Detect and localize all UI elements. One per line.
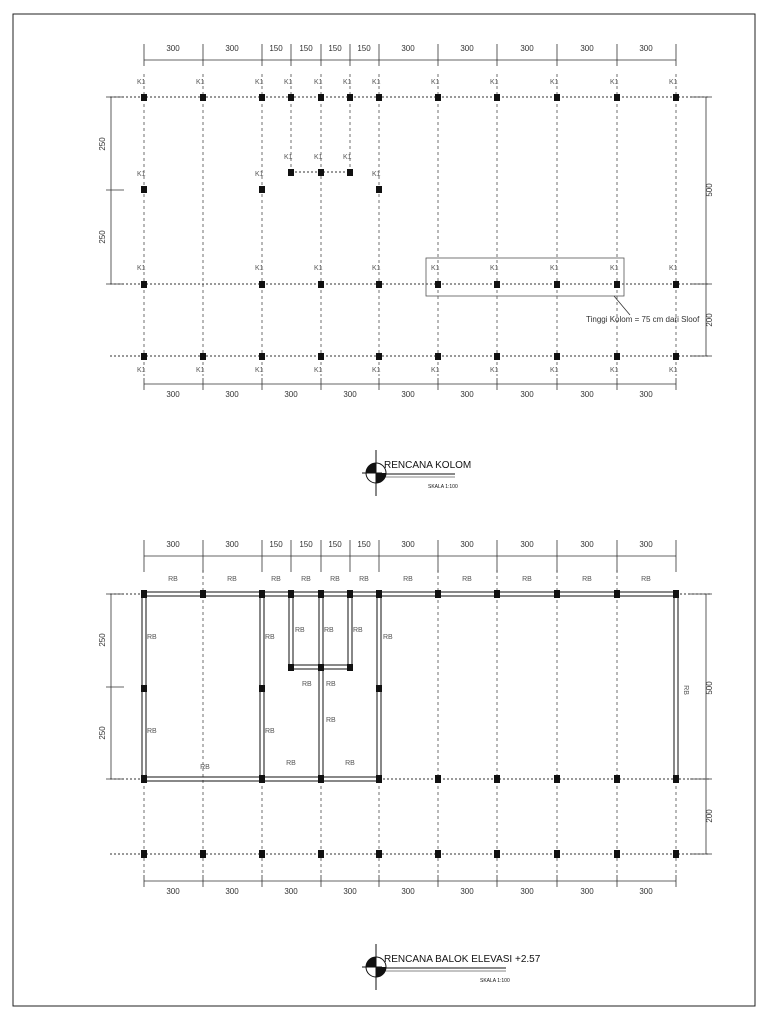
plan-title: RENCANA KOLOM: [384, 460, 472, 471]
dimension-text: 300: [343, 887, 357, 896]
dimension-text: 150: [357, 44, 371, 53]
column-label: K1: [610, 265, 619, 272]
column-label: K1: [284, 154, 293, 161]
column-label: K1: [431, 265, 440, 272]
column-label: K1: [314, 79, 323, 86]
beams: [142, 592, 678, 781]
left-dimension-line: [106, 594, 124, 779]
dimension-text: 150: [299, 540, 313, 549]
dimension-text: 300: [520, 887, 534, 896]
dimension-text: 250: [98, 137, 107, 151]
dimension-text: 300: [580, 44, 594, 53]
dimension-text: 300: [401, 887, 415, 896]
beam-label: RB: [682, 685, 689, 695]
dimension-text: 300: [580, 887, 594, 896]
beam-label: RB: [383, 634, 393, 641]
dimension-text: 150: [328, 44, 342, 53]
column-label: K1: [255, 171, 264, 178]
column-label: K1: [137, 171, 146, 178]
dimension-text: 300: [639, 390, 653, 399]
beam-labels-interior: [147, 627, 689, 771]
dimension-text: 250: [98, 726, 107, 740]
beam-label: RB: [330, 576, 340, 583]
dimension-text: 300: [639, 540, 653, 549]
dimension-text: 300: [166, 540, 180, 549]
column-label: K1: [490, 367, 499, 374]
dimension-text: 200: [705, 313, 714, 327]
column-height-note: Tinggi Kolom = 75 cm dari Sloof: [586, 315, 700, 324]
dimension-text: 300: [460, 390, 474, 399]
column-label: K1: [550, 79, 559, 86]
beam-label: RB: [200, 764, 210, 771]
beam-label: RB: [295, 627, 305, 634]
dimension-text: 300: [225, 540, 239, 549]
beam-label: RB: [641, 576, 651, 583]
dimension-text: 150: [328, 540, 342, 549]
bottom-dimension-line: [144, 875, 676, 887]
dimension-text: 300: [580, 540, 594, 549]
dimension-text: 150: [299, 44, 313, 53]
column-plan: [98, 44, 714, 496]
dimension-text: 300: [225, 887, 239, 896]
dimension-text: 300: [460, 887, 474, 896]
beam-label: RB: [265, 634, 275, 641]
dimension-text: 300: [520, 540, 534, 549]
column-label: K1: [550, 367, 559, 374]
column-label: K1: [137, 367, 146, 374]
beam-plan: [98, 540, 714, 990]
beam-label: RB: [345, 760, 355, 767]
beam-label: RB: [359, 576, 369, 583]
plan-title-block: [362, 450, 471, 496]
column-label: K1: [669, 79, 678, 86]
bottom-dimension-line: [144, 378, 676, 390]
column-label: K1: [610, 367, 619, 374]
beam-label: RB: [147, 634, 157, 641]
dimension-text: 300: [166, 887, 180, 896]
grid-lines-vertical: [144, 74, 676, 376]
column-label: K1: [490, 79, 499, 86]
top-dimension-texts: [166, 540, 653, 549]
beam-label: RB: [403, 576, 413, 583]
dimension-text: 300: [401, 390, 415, 399]
beam-label: RB: [326, 681, 336, 688]
column-label: K1: [550, 265, 559, 272]
bottom-dimension-texts: [166, 390, 653, 399]
column-labels: [137, 79, 678, 374]
column-label: K1: [669, 265, 678, 272]
column-label: K1: [314, 265, 323, 272]
dimension-text: 300: [520, 44, 534, 53]
dimension-text: 300: [225, 44, 239, 53]
beam-label: RB: [326, 717, 336, 724]
column-label: K1: [284, 79, 293, 86]
dimension-text: 300: [225, 390, 239, 399]
column-label: K1: [372, 171, 381, 178]
column-label: K1: [314, 367, 323, 374]
column-label: K1: [196, 79, 205, 86]
beam-label: RB: [302, 681, 312, 688]
column-label: K1: [255, 367, 264, 374]
left-dimension-line: [106, 97, 124, 284]
beam-labels-top: [168, 576, 651, 583]
beam-label: RB: [462, 576, 472, 583]
columns: [141, 590, 679, 858]
bottom-dimension-texts: [166, 887, 653, 896]
dimension-text: 300: [343, 390, 357, 399]
dimension-text: 200: [705, 809, 714, 823]
beam-label: RB: [324, 627, 334, 634]
dimension-text: 250: [98, 230, 107, 244]
beam-label: RB: [147, 728, 157, 735]
plan-scale: SKALA 1:100: [480, 978, 510, 984]
dimension-text: 500: [705, 681, 714, 695]
dimension-text: 300: [460, 540, 474, 549]
dimension-text: 300: [520, 390, 534, 399]
column-label: K1: [490, 265, 499, 272]
column-label: K1: [343, 154, 352, 161]
column-label: K1: [137, 79, 146, 86]
column-label: K1: [343, 79, 352, 86]
grid-lines-horizontal: [110, 594, 710, 854]
dimension-text: 300: [460, 44, 474, 53]
column-label: K1: [669, 367, 678, 374]
dimension-text: 300: [166, 390, 180, 399]
dimension-text: 300: [401, 44, 415, 53]
beam-label: RB: [265, 728, 275, 735]
column-label: K1: [196, 367, 205, 374]
dimension-text: 500: [705, 183, 714, 197]
beam-label: RB: [227, 576, 237, 583]
dimension-text: 300: [580, 390, 594, 399]
dimension-text: 250: [98, 633, 107, 647]
dimension-text: 300: [284, 887, 298, 896]
beam-label: RB: [286, 760, 296, 767]
column-label: K1: [137, 265, 146, 272]
beam-label: RB: [301, 576, 311, 583]
beam-label: RB: [353, 627, 363, 634]
column-label: K1: [255, 79, 264, 86]
column-label: K1: [255, 265, 264, 272]
dimension-text: 300: [401, 540, 415, 549]
dimension-text: 150: [357, 540, 371, 549]
dimension-text: 300: [166, 44, 180, 53]
beam-label: RB: [271, 576, 281, 583]
plan-title: RENCANA BALOK ELEVASI +2.57: [384, 954, 541, 965]
dimension-text: 300: [639, 44, 653, 53]
note-leader-line: [614, 296, 630, 315]
column-label: K1: [610, 79, 619, 86]
top-dimension-texts: [166, 44, 653, 53]
beam-label: RB: [582, 576, 592, 583]
plan-title-block: [362, 944, 541, 990]
dimension-text: 150: [269, 540, 283, 549]
column-label: K1: [372, 265, 381, 272]
column-label: K1: [314, 154, 323, 161]
dimension-text: 300: [284, 390, 298, 399]
grid-lines-vertical: [144, 570, 676, 876]
column-label: K1: [431, 79, 440, 86]
beam-label: RB: [522, 576, 532, 583]
beam-label: RB: [168, 576, 178, 583]
plan-scale: SKALA 1:100: [428, 484, 458, 490]
dimension-text: 150: [269, 44, 283, 53]
sheet-border: [13, 14, 755, 1006]
dimension-text: 300: [639, 887, 653, 896]
column-label: K1: [431, 367, 440, 374]
note-callout-box: [426, 258, 624, 296]
column-label: K1: [372, 79, 381, 86]
column-label: K1: [372, 367, 381, 374]
